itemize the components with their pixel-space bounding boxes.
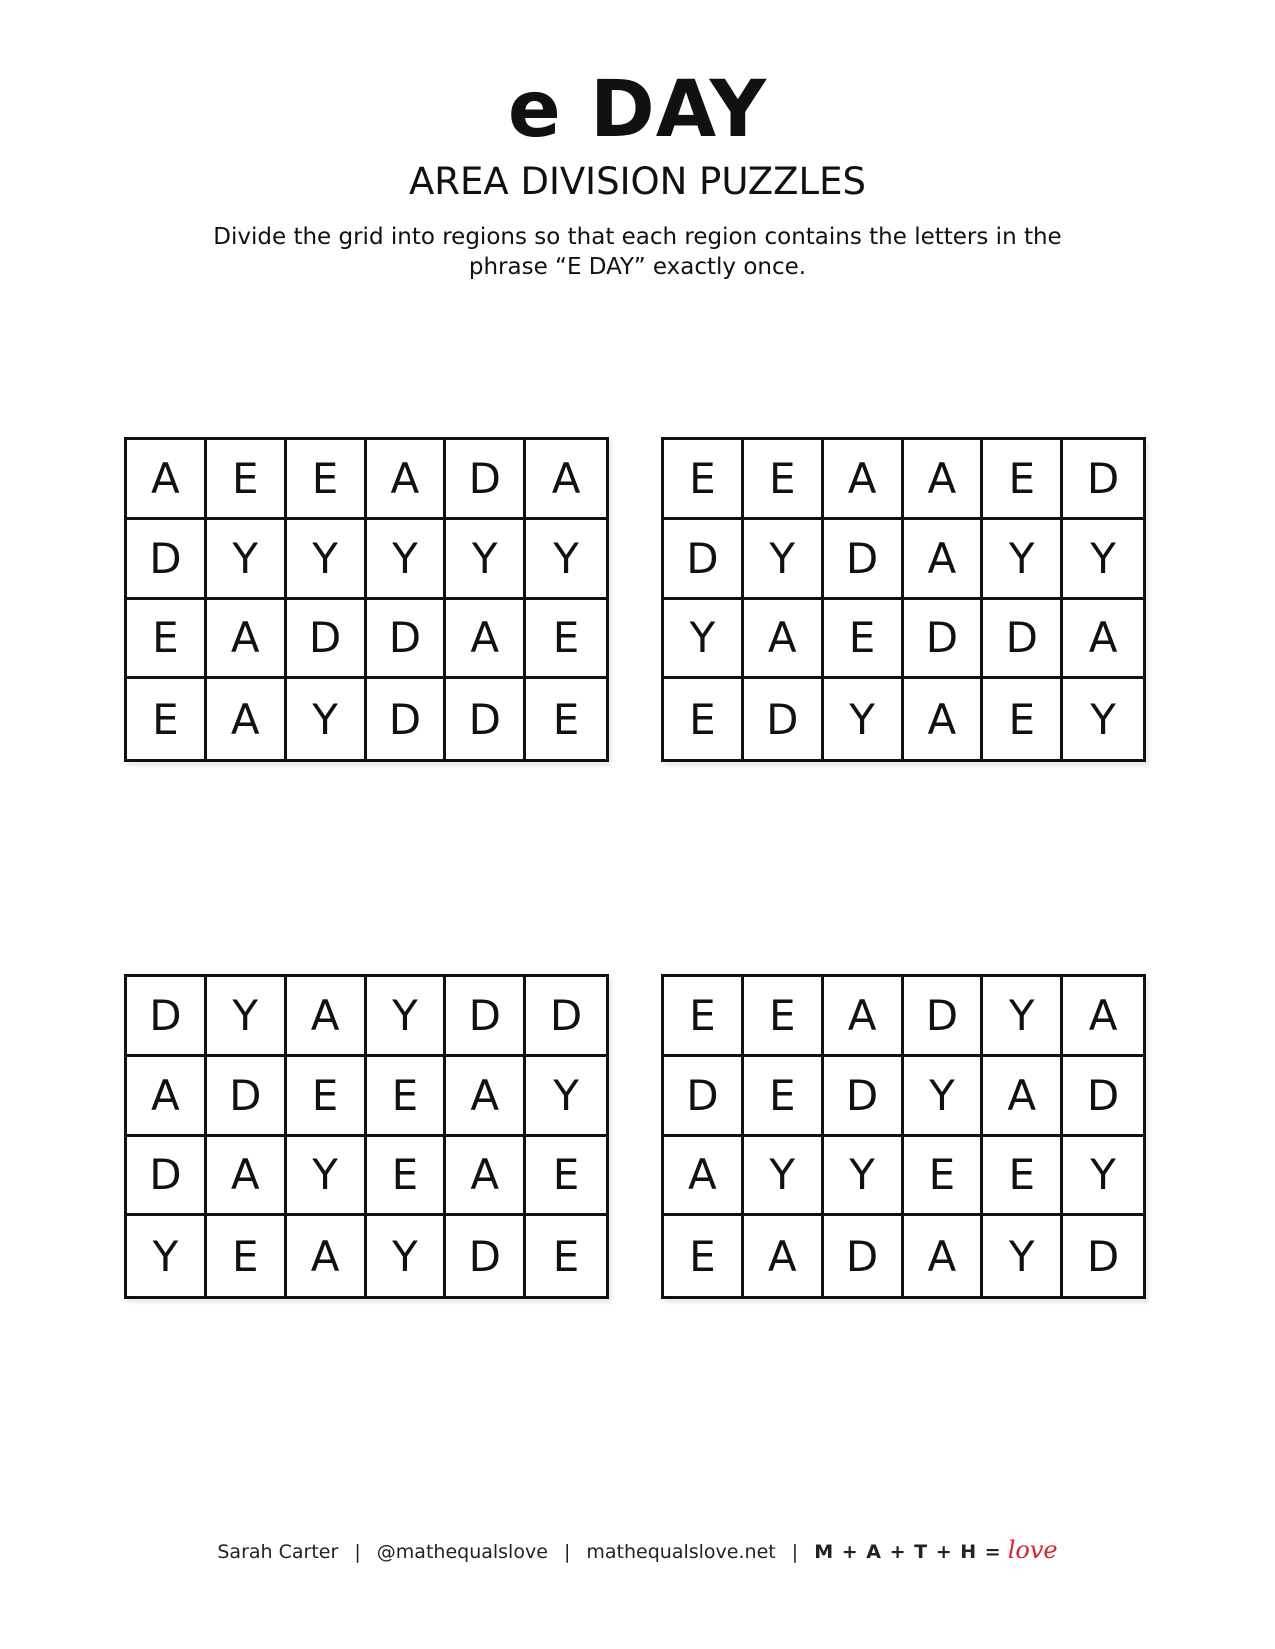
puzzle-cell: D <box>983 600 1063 680</box>
puzzle-cell: Y <box>287 1137 367 1217</box>
puzzle-cell: D <box>1086 1231 1120 1281</box>
puzzle-cell: D <box>824 1057 904 1137</box>
puzzle-cell: A <box>287 1216 367 1296</box>
puzzle-cell: D <box>446 440 526 520</box>
puzzle-cell: A <box>824 977 904 1057</box>
puzzle-cell: A <box>664 1137 744 1217</box>
puzzle-cell: D <box>127 977 207 1057</box>
puzzle-cell: A <box>207 679 287 759</box>
puzzle-cell: E <box>526 600 606 680</box>
puzzle-cell: E <box>983 440 1063 520</box>
puzzle-cell: A <box>904 520 984 600</box>
puzzle-cell: D <box>446 679 526 759</box>
puzzle-cell: E <box>744 440 824 520</box>
puzzle-cell: Y <box>367 977 447 1057</box>
puzzle-cell: Y <box>287 520 367 600</box>
puzzle-cell: Y <box>1090 694 1116 744</box>
puzzle-cell: A <box>1063 600 1143 680</box>
puzzle-cell: A <box>904 679 984 759</box>
puzzle-cell: D <box>664 1057 744 1137</box>
puzzle-cell: E <box>367 1057 447 1137</box>
puzzle-grid-3 <box>124 974 609 1299</box>
puzzle-cell: E <box>552 694 580 744</box>
puzzle-cell: Y <box>664 600 744 680</box>
footer-author: Sarah Carter <box>217 1541 339 1563</box>
puzzle-cell: E <box>983 679 1063 759</box>
footer-separator: | <box>791 1541 799 1563</box>
puzzle-cell: Y <box>983 520 1063 600</box>
puzzle-cell: Y <box>983 1216 1063 1296</box>
puzzle-cell: A <box>446 600 526 680</box>
puzzle-cell: A <box>983 1057 1063 1137</box>
puzzle-cell: E <box>664 440 744 520</box>
puzzle-cell: Y <box>744 520 824 600</box>
puzzle-cell: Y <box>904 1057 984 1137</box>
puzzle-cell: Y <box>367 1216 447 1296</box>
puzzle-cell: E <box>526 1137 606 1217</box>
puzzle-cell: D <box>664 520 744 600</box>
puzzle-cell: Y <box>207 977 287 1057</box>
puzzle-cell: Y <box>207 520 287 600</box>
puzzle-cell: E <box>744 1057 824 1137</box>
puzzle-cell: Y <box>824 1137 904 1217</box>
puzzle-cell: E <box>207 440 287 520</box>
page-title: e DAY <box>507 65 768 155</box>
puzzle-cell: E <box>664 679 744 759</box>
puzzle-cell: D <box>1063 440 1143 520</box>
puzzle-cell: Y <box>446 520 526 600</box>
footer-brand: M + A + T + H = <box>814 1541 1002 1563</box>
puzzle-cell: E <box>552 1231 580 1281</box>
puzzle-cell: A <box>127 1057 207 1137</box>
puzzle-grid-4 <box>661 974 1146 1299</box>
puzzle-cell: Y <box>1063 520 1143 600</box>
puzzle-cell: E <box>744 977 824 1057</box>
puzzle-cell: Y <box>1063 1137 1143 1217</box>
footer-separator: | <box>354 1541 361 1563</box>
puzzle-cell: D <box>1063 1057 1143 1137</box>
puzzle-grid-1 <box>124 437 609 762</box>
footer <box>0 1536 1275 1566</box>
puzzle-cell: A <box>207 600 287 680</box>
puzzle-cell: D <box>824 1216 904 1296</box>
puzzle-cell: E <box>127 600 207 680</box>
puzzle-cell: E <box>287 1057 367 1137</box>
instructions: Divide the grid into regions so that each region contains the letters in the phrase “E DAY” exactly once. <box>213 224 1062 280</box>
puzzle-cell: A <box>446 1057 526 1137</box>
puzzle-cell: A <box>904 440 984 520</box>
puzzle-cell: Y <box>744 1137 824 1217</box>
puzzle-cell: Y <box>983 977 1063 1057</box>
puzzle-cell: E <box>904 1137 984 1217</box>
puzzle-cell: E <box>207 1216 287 1296</box>
puzzle-cell: D <box>904 977 984 1057</box>
puzzle-cell: E <box>983 1137 1063 1217</box>
puzzle-grid-2 <box>661 437 1146 762</box>
puzzle-cell: D <box>207 1057 287 1137</box>
puzzle-cell: Y <box>367 520 447 600</box>
footer-brand-love-logo: love <box>1007 1536 1058 1564</box>
puzzle-cell: A <box>904 1216 984 1296</box>
puzzle-cell: D <box>904 600 984 680</box>
puzzle-cell: Y <box>526 1057 606 1137</box>
puzzle-cell: A <box>526 440 606 520</box>
puzzle-cell: E <box>367 1137 447 1217</box>
footer-handle: @mathequalslove <box>376 1541 548 1563</box>
puzzle-cell: Y <box>287 679 367 759</box>
puzzle-cell: E <box>127 679 207 759</box>
puzzle-cell: A <box>367 440 447 520</box>
puzzle-cell: A <box>287 977 367 1057</box>
puzzle-cell: A <box>446 1137 526 1217</box>
puzzle-cell: E <box>664 1216 744 1296</box>
puzzle-cell: D <box>127 1137 207 1217</box>
footer-separator: | <box>563 1541 571 1563</box>
puzzle-cell: E <box>287 440 367 520</box>
puzzle-cell: A <box>824 440 904 520</box>
puzzle-cell: D <box>446 1216 526 1296</box>
puzzle-cell: A <box>744 600 824 680</box>
puzzle-cell: E <box>824 600 904 680</box>
footer-website: mathequalslove.net <box>586 1541 776 1563</box>
puzzle-cell: A <box>744 1216 824 1296</box>
puzzle-cell: D <box>526 977 606 1057</box>
puzzle-cell: D <box>287 600 367 680</box>
puzzle-cell: Y <box>526 520 606 600</box>
puzzle-cell: D <box>367 600 447 680</box>
puzzle-cell: D <box>824 520 904 600</box>
puzzle-cell: A <box>127 440 207 520</box>
puzzle-cell: D <box>127 520 207 600</box>
puzzle-cell: Y <box>127 1216 207 1296</box>
puzzle-cell: D <box>744 679 824 759</box>
puzzle-cell: A <box>1063 977 1143 1057</box>
puzzle-cell: Y <box>824 679 904 759</box>
puzzle-cell: A <box>207 1137 287 1217</box>
puzzle-cell: D <box>367 679 447 759</box>
page-subtitle: AREA DIVISION PUZZLES <box>409 160 866 203</box>
puzzle-cell: E <box>664 977 744 1057</box>
puzzle-cell: D <box>446 977 526 1057</box>
